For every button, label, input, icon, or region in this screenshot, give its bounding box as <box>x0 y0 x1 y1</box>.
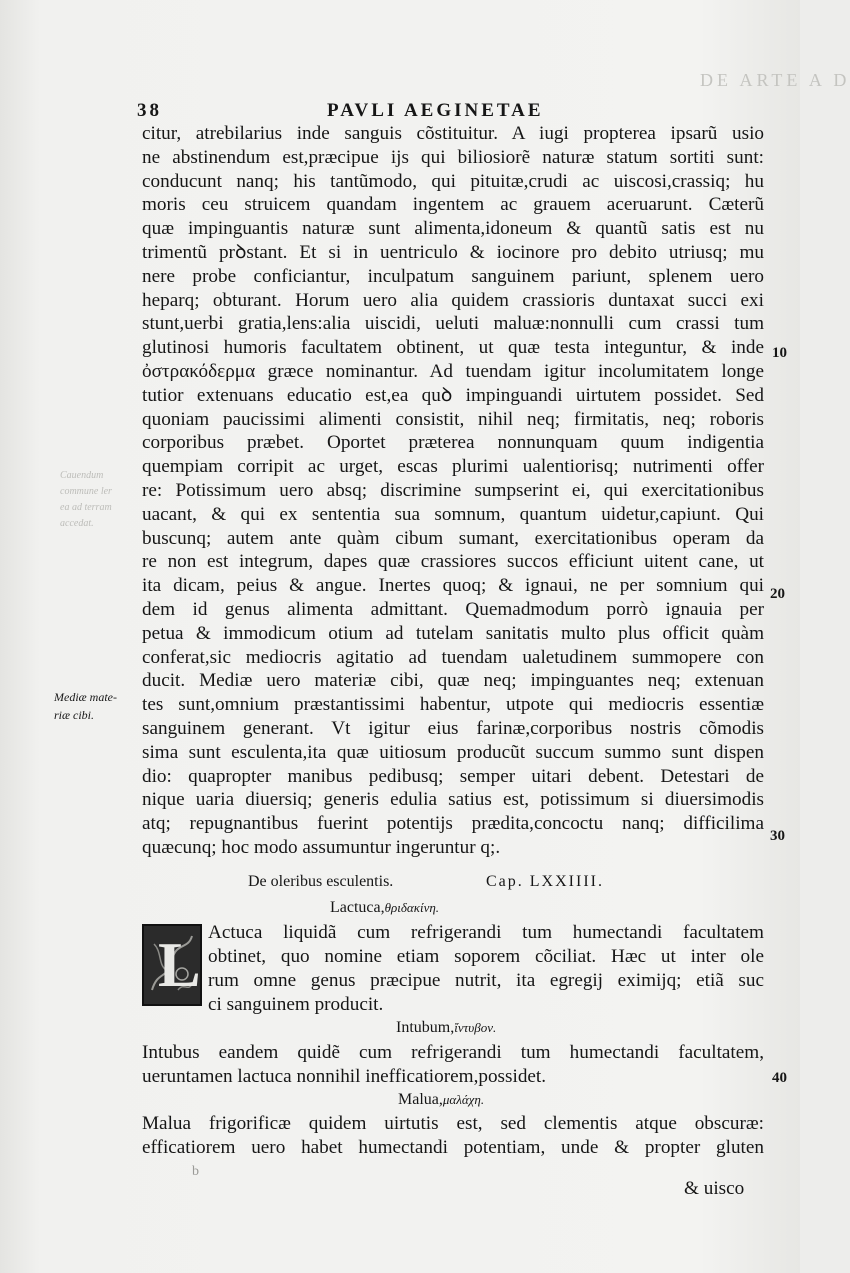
text-line: ducit. Mediæ uero materiæ cibi, quæ neq; impinguantes neq; extenuan <box>142 670 764 692</box>
text-line: moris ceu struicem quandam ingentem ac grauem aceruarunt. Cæterũ <box>142 194 764 216</box>
text-line: trimentũ prꝺstant. Et si in uentriculo & iocinore pro debito utriusq; mu <box>142 241 764 263</box>
bleed-through-text: DE ARTE A D <box>700 70 850 90</box>
faded-note-line: Cauendum <box>60 470 104 481</box>
text-line: dem id genus alimenta admittant. Quemadmodum porrò ignauia per <box>142 598 764 620</box>
faded-note-line: accedat. <box>60 518 94 529</box>
faded-margin-note <box>60 468 140 532</box>
text-line: glutinosi humoris facultatem obtinent, ut quæ testa integuntur, & inde <box>142 337 764 359</box>
text-line: conducunt nanq; his tantũmodo, qui pituitæ,crudi ac uiscosi,crassiq; hu <box>142 170 764 192</box>
section-heading-intubum <box>396 1019 496 1037</box>
text-line: buscunq; autem ante quàm cibum sumant, exercitationibus operam da <box>142 527 764 549</box>
faded-note-line: ea ad terram <box>60 502 112 513</box>
text-line: tes sunt,omnium præstantissimi habentur, utpote qui mediocris essentiæ <box>142 694 764 716</box>
text-line: ueruntamen lactuca nonnihil inefficatiorem,possidet. <box>142 1066 547 1087</box>
dropcap-ornament <box>142 924 202 1006</box>
text-line: quæcunq; hoc modo assumuntur ingeruntur q;. <box>142 836 501 858</box>
text-line: efficatiorem uero habet humectandi potentiam, unde & propter gluten <box>142 1137 764 1158</box>
text-line: ci sanguinem producit. <box>208 994 384 1015</box>
section-heading-text: Intubum, <box>396 1019 455 1036</box>
section-heading-greek: θριδακίνη. <box>384 900 440 915</box>
text-line: ne abstinendum est,præcipue ĳs qui biliosiorẽ naturæ statum sortiti sunt: <box>142 146 764 168</box>
text-line: re non est integrum, dapes quæ crassiores succos efficiunt uitent cane, ut <box>142 551 764 573</box>
text-line: nique uaria diuersiq; generis edulia satius est, potissimum si diuersimodis <box>142 789 764 811</box>
faded-note-line: commune ler <box>60 486 112 497</box>
signature-mark: b <box>192 1164 199 1179</box>
text-line: Actuca liquidã cum refrigerandi tum humectandi facultatem <box>208 922 764 943</box>
text-line: nere probe conficiantur, inculpatum sanguinem pariunt, splenem uero <box>142 265 764 287</box>
margin-note-line: riæ cibi. <box>54 708 95 722</box>
text-line: ὀστρακόδερμα græce nominantur. Ad tuendam igitur incolumitatem longe <box>142 360 764 382</box>
section-lactuca-text <box>208 921 764 1017</box>
text-line: citur, atrebilarius inde sanguis cõstituitur. A iugi propterea ipsarũ usio <box>142 123 764 144</box>
text-line: Malua frigorificæ quidem uirtutis est, sed clementis atque obscuræ: <box>142 1113 764 1134</box>
catchword: & uisco <box>684 1178 745 1199</box>
text-line: sima sunt esculenta,ita quæ uitiosum producũt succum summo sunt dispen <box>142 741 764 763</box>
text-line: dio: quapropter manibus pedibusq; semper uitari debent. Detestari de <box>142 765 764 787</box>
margin-note-line: Mediæ mate- <box>54 690 117 704</box>
section-heading-malua <box>398 1091 484 1109</box>
section-heading-lactuca <box>330 899 439 917</box>
text-line: sanguinem generant. Vt igitur eius farinæ,corporibus nostris cõmodis <box>142 717 764 739</box>
text-line: quoniam paucissimi alimenti consistit, nihil neq; firmitatis, neq; roboris <box>142 408 764 430</box>
section-heading-greek: ἴντυβον. <box>454 1020 497 1035</box>
section-heading-text: Lactuca, <box>330 899 385 916</box>
page-header <box>137 100 777 124</box>
text-line: petua & immodicum otium ad tutelam sanitatis multo plus officit quàm <box>142 622 764 644</box>
text-line: ita dicam, peius & angue. Inertes quoq; & ignaui, ne per somnium qui <box>142 575 764 597</box>
text-line: stunt,uerbi gratia,lens:alia uiscidi, ueluti maluæ:nonnulli cum crassi tum <box>142 313 764 335</box>
text-line: quempiam corripit ac urget, escas plurimi ualentiorisq; nutrimenti offer <box>142 456 764 478</box>
text-line: corporibus præbet. Oportet præterea nonnunquam quum indigentia <box>142 432 764 454</box>
text-line: Intubus eandem quidẽ cum refrigerandi tum humectandi facultatem, <box>142 1042 764 1063</box>
dropcap-letter: L <box>158 929 201 1000</box>
text-line: uacant, & qui ex sententia sua somnum, quantum uidetur,capiunt. Qui <box>142 503 764 525</box>
section-malua-text <box>142 1112 764 1160</box>
folio-number: 38 <box>137 100 162 121</box>
text-line: obtinet, quo nomine etiam soporem cõciliat. Hæc ut inter ole <box>208 946 764 967</box>
chapter-number: Cap. LXXIIII. <box>486 873 604 890</box>
text-line: atq; repugnantibus fuerint potentĳs prædita,concoctu nanq; difficilima <box>142 813 764 835</box>
line-number-20: 20 <box>770 586 785 602</box>
section-intubum-text <box>142 1041 764 1089</box>
main-text-block <box>142 122 764 860</box>
text-line: quæ impinguantis naturæ sunt alimenta,idoneum & quantũ satis est nu <box>142 218 764 240</box>
text-line: re: Potissimum uero absq; discrimine sumpserint ei, qui exercitationibus <box>142 479 764 501</box>
text-line: rum omne genus præcipue nutrit, ita egregĳ eximĳq; etiã suc <box>208 970 764 991</box>
text-line: conferat,sic mediocris agitatio ad tuendam ualetudinem summopere con <box>142 646 764 668</box>
line-number-10: 10 <box>772 345 787 361</box>
margin-note <box>54 688 134 724</box>
text-line: heparq; obturant. Horum uero alia quidem crassioris duntaxat succi exi <box>142 289 764 311</box>
text-line: tutior extenuans educatio est,ea quꝺ impinguandi uirtutem possidet. Sed <box>142 384 764 406</box>
chapter-title: De oleribus esculentis. <box>248 873 394 890</box>
section-heading-text: Malua, <box>398 1091 443 1108</box>
section-heading-greek: μαλάχη. <box>442 1092 485 1107</box>
line-number-30: 30 <box>770 828 785 844</box>
running-title: PAVLI AEGINETAE <box>327 100 544 121</box>
line-number-40: 40 <box>772 1070 787 1086</box>
